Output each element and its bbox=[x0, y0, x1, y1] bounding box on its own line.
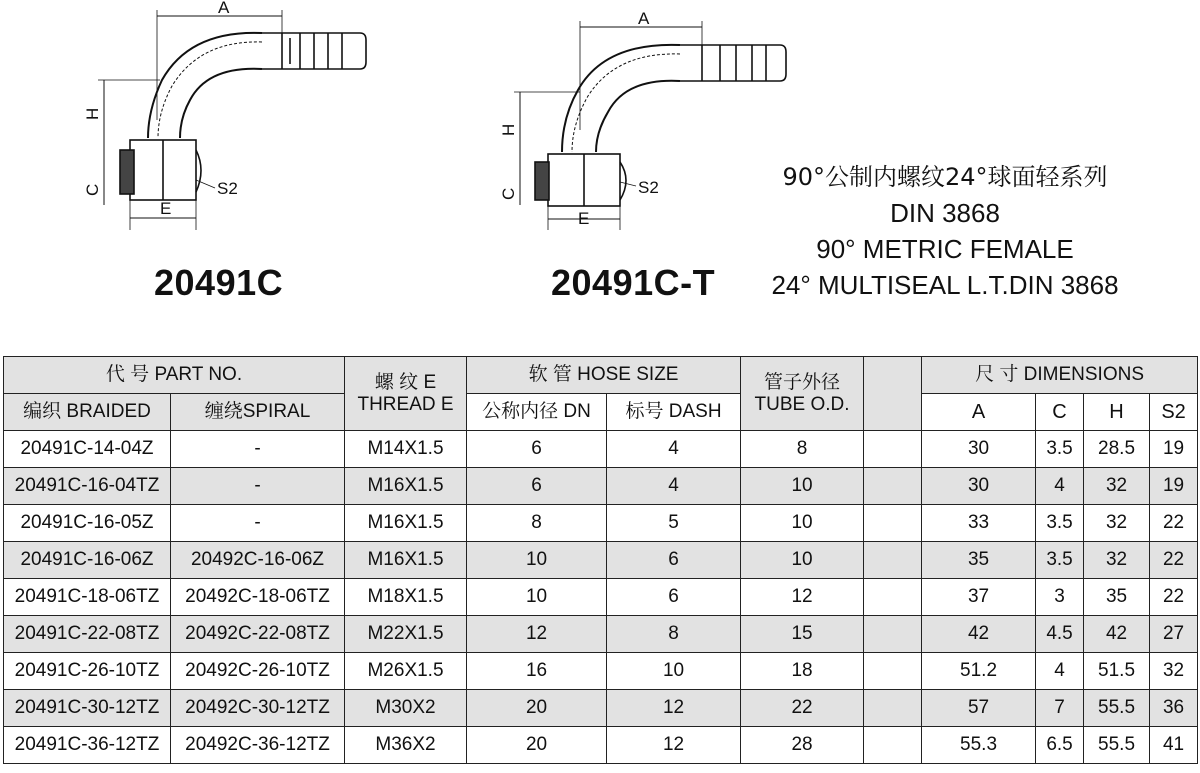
table-cell: 7 bbox=[1036, 690, 1084, 727]
table-cell: M14X1.5 bbox=[345, 431, 467, 468]
table-cell: 20492C-22-08TZ bbox=[171, 616, 345, 653]
table-cell: 35 bbox=[1084, 579, 1150, 616]
table-cell: M16X1.5 bbox=[345, 468, 467, 505]
label-H-left: H bbox=[83, 107, 102, 120]
table-cell: 6 bbox=[467, 468, 607, 505]
label-E-left: E bbox=[160, 199, 172, 218]
table-cell: 4.5 bbox=[1036, 616, 1084, 653]
table-row bbox=[4, 616, 1198, 653]
table-cell: 10 bbox=[467, 579, 607, 616]
table-cell: 12 bbox=[741, 579, 864, 616]
table-cell: 22 bbox=[741, 690, 864, 727]
table-cell: 28.5 bbox=[1084, 431, 1150, 468]
table-cell: 20492C-16-06Z bbox=[171, 542, 345, 579]
table-cell bbox=[864, 690, 922, 727]
table-cell bbox=[864, 468, 922, 505]
spec-title-en: 90° METRIC FEMALE bbox=[816, 234, 1074, 264]
table-cell bbox=[864, 505, 922, 542]
header-thread bbox=[345, 357, 467, 431]
label-H-right: H bbox=[499, 123, 518, 136]
table-cell: M30X2 bbox=[345, 690, 467, 727]
table-cell: 55.5 bbox=[1084, 690, 1150, 727]
table-row bbox=[4, 468, 1198, 505]
table-cell: 30 bbox=[922, 431, 1036, 468]
table-cell: 55.3 bbox=[922, 727, 1036, 764]
table-cell: 20 bbox=[467, 727, 607, 764]
table-cell: 20491C-26-10TZ bbox=[4, 653, 171, 690]
table-cell: 30 bbox=[922, 468, 1036, 505]
table-cell: 20491C-16-05Z bbox=[4, 505, 171, 542]
table-cell: 19 bbox=[1150, 431, 1198, 468]
table-row bbox=[4, 653, 1198, 690]
table-cell: 6 bbox=[607, 542, 741, 579]
dimensions-table bbox=[3, 356, 1198, 764]
header-spiral: 缠绕SPIRAL bbox=[171, 394, 345, 431]
header-thread-en: THREAD E bbox=[357, 393, 454, 415]
table-cell: 19 bbox=[1150, 468, 1198, 505]
label-C-right: C bbox=[499, 187, 518, 200]
table-cell: 5 bbox=[607, 505, 741, 542]
table-cell: 41 bbox=[1150, 727, 1198, 764]
table-cell: 22 bbox=[1150, 579, 1198, 616]
table-cell: 3.5 bbox=[1036, 505, 1084, 542]
table-cell: 42 bbox=[922, 616, 1036, 653]
table-row bbox=[4, 542, 1198, 579]
table-cell: 32 bbox=[1084, 542, 1150, 579]
table-cell: M16X1.5 bbox=[345, 542, 467, 579]
table-cell: 10 bbox=[741, 468, 864, 505]
table-cell: 12 bbox=[467, 616, 607, 653]
table-cell: 12 bbox=[607, 727, 741, 764]
table-cell: 10 bbox=[741, 505, 864, 542]
table-cell: 6.5 bbox=[1036, 727, 1084, 764]
header-blank bbox=[864, 357, 922, 431]
table-cell: 3.5 bbox=[1036, 542, 1084, 579]
table-cell: 28 bbox=[741, 727, 864, 764]
label-A-left: A bbox=[218, 0, 230, 17]
table-cell: 20491C-16-06Z bbox=[4, 542, 171, 579]
table-cell: 4 bbox=[1036, 653, 1084, 690]
table-cell: 20491C-30-12TZ bbox=[4, 690, 171, 727]
table-cell: 3 bbox=[1036, 579, 1084, 616]
table-cell: - bbox=[171, 431, 345, 468]
header-hose-size: 软 管 HOSE SIZE bbox=[467, 357, 741, 394]
header-braided: 编织 BRAIDED bbox=[4, 394, 171, 431]
label-S2-right: S2 bbox=[638, 178, 659, 197]
table-cell: 8 bbox=[607, 616, 741, 653]
table-cell: M16X1.5 bbox=[345, 505, 467, 542]
header-tube bbox=[741, 357, 864, 431]
table-cell: 51.2 bbox=[922, 653, 1036, 690]
label-A-right: A bbox=[638, 9, 650, 28]
table-cell: - bbox=[171, 505, 345, 542]
table-cell: 22 bbox=[1150, 542, 1198, 579]
table-cell: 55.5 bbox=[1084, 727, 1150, 764]
table-cell: 4 bbox=[607, 468, 741, 505]
table-cell: 20491C-36-12TZ bbox=[4, 727, 171, 764]
table-cell: 15 bbox=[741, 616, 864, 653]
table-cell: M26X1.5 bbox=[345, 653, 467, 690]
spec-seal-type: 24° MULTISEAL L.T.DIN 3868 bbox=[771, 270, 1119, 300]
table-cell: 35 bbox=[922, 542, 1036, 579]
header-dn: 公称内径 DN bbox=[467, 394, 607, 431]
table-cell bbox=[864, 579, 922, 616]
table-cell: M36X2 bbox=[345, 727, 467, 764]
table-cell: - bbox=[171, 468, 345, 505]
header-tube-en: TUBE O.D. bbox=[754, 393, 850, 415]
header-dash: 标号 DASH bbox=[607, 394, 741, 431]
table-cell: 6 bbox=[467, 431, 607, 468]
table-cell: 32 bbox=[1084, 505, 1150, 542]
table-cell: 20 bbox=[467, 690, 607, 727]
table-cell: 20491C-18-06TZ bbox=[4, 579, 171, 616]
header-dimensions: 尺 寸 DIMENSIONS bbox=[922, 357, 1198, 394]
table-cell: 51.5 bbox=[1084, 653, 1150, 690]
table-cell: 32 bbox=[1150, 653, 1198, 690]
table-cell: 20491C-16-04TZ bbox=[4, 468, 171, 505]
table-cell: 6 bbox=[607, 579, 741, 616]
table-cell: 20491C-14-04Z bbox=[4, 431, 171, 468]
table-cell: 8 bbox=[467, 505, 607, 542]
table-cell: M18X1.5 bbox=[345, 579, 467, 616]
table-cell bbox=[864, 542, 922, 579]
table-cell: 33 bbox=[922, 505, 1036, 542]
table-row bbox=[4, 690, 1198, 727]
header-dim-a: A bbox=[922, 394, 1036, 431]
table-cell: 36 bbox=[1150, 690, 1198, 727]
label-S2-left: S2 bbox=[217, 179, 238, 198]
table-cell: 3.5 bbox=[1036, 431, 1084, 468]
table-row bbox=[4, 505, 1198, 542]
table-cell: 42 bbox=[1084, 616, 1150, 653]
table-cell: 16 bbox=[467, 653, 607, 690]
table-cell: 37 bbox=[922, 579, 1036, 616]
table-cell: M22X1.5 bbox=[345, 616, 467, 653]
header-dim-h: H bbox=[1084, 394, 1150, 431]
header-thread-cn: 螺 纹 E bbox=[374, 371, 437, 393]
table-cell: 4 bbox=[1036, 468, 1084, 505]
header-tube-cn: 管子外径 bbox=[764, 371, 841, 393]
table-cell: 10 bbox=[467, 542, 607, 579]
table-cell: 4 bbox=[607, 431, 741, 468]
table-cell: 12 bbox=[607, 690, 741, 727]
table-cell: 27 bbox=[1150, 616, 1198, 653]
table-cell: 20492C-26-10TZ bbox=[171, 653, 345, 690]
table-cell: 18 bbox=[741, 653, 864, 690]
table-cell: 20492C-30-12TZ bbox=[171, 690, 345, 727]
label-E-right: E bbox=[578, 209, 590, 228]
table-cell: 20491C-22-08TZ bbox=[4, 616, 171, 653]
table-cell bbox=[864, 727, 922, 764]
table-cell: 32 bbox=[1084, 468, 1150, 505]
spec-standard: DIN 3868 bbox=[890, 198, 1000, 228]
table-cell: 22 bbox=[1150, 505, 1198, 542]
spec-title-cn: 90°公制内螺纹24°球面轻系列 bbox=[782, 163, 1108, 191]
table-cell: 20492C-18-06TZ bbox=[171, 579, 345, 616]
table-cell bbox=[864, 616, 922, 653]
header-dim-c: C bbox=[1036, 394, 1084, 431]
model-number-left: 20491C bbox=[154, 262, 284, 303]
table-row bbox=[4, 579, 1198, 616]
table-row bbox=[4, 727, 1198, 764]
table-cell: 8 bbox=[741, 431, 864, 468]
header-part-no: 代 号 PART NO. bbox=[4, 357, 345, 394]
model-number-right: 20491C-T bbox=[551, 262, 716, 303]
table-cell: 10 bbox=[607, 653, 741, 690]
label-C-left: C bbox=[83, 183, 102, 196]
table-cell: 57 bbox=[922, 690, 1036, 727]
table-cell: 10 bbox=[741, 542, 864, 579]
table-cell bbox=[864, 653, 922, 690]
table-row bbox=[4, 431, 1198, 468]
table-cell: 20492C-36-12TZ bbox=[171, 727, 345, 764]
table-body bbox=[4, 431, 1198, 764]
header-dim-s2: S2 bbox=[1150, 394, 1198, 431]
table-cell bbox=[864, 431, 922, 468]
